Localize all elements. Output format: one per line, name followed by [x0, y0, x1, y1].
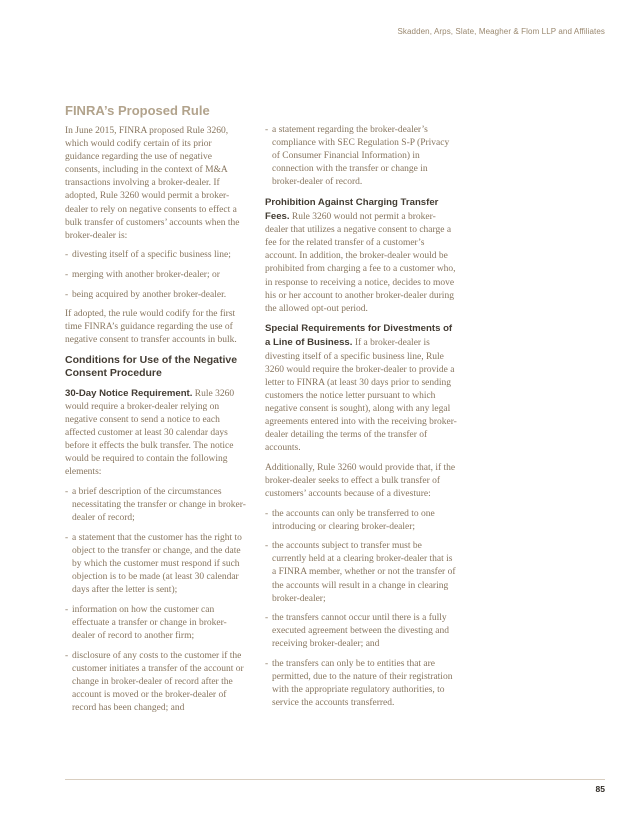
bullet-dash: - [265, 508, 269, 519]
list-item [65, 269, 248, 282]
list-item [265, 658, 457, 710]
list-item [265, 124, 457, 189]
bullet-dash: - [65, 532, 69, 543]
list-item-text: being acquired by another broker-dealer. [72, 289, 227, 300]
paragraph-prohibition-fees [265, 196, 457, 316]
right-column [265, 103, 457, 722]
run-in-heading-special-requirements: Special Requirements for Divestments of a Line of Business. [265, 323, 453, 349]
list-item [65, 486, 248, 525]
list-item [265, 612, 457, 651]
paragraph-additionally: Additionally, Rule 3260 would provide that, if the broker-dealer seeks to effect a bulk transfer of customers’ accounts because of a divesture: [265, 462, 456, 499]
list-item [65, 650, 248, 715]
list-item-text: the transfers can only be to entities that are permitted, due to the nature of their registration with the appropriate regulatory authorities, to service the accounts transferred. [272, 658, 453, 709]
list-item-text: information on how the customer can effectuate a transfer or change in broker-dealer of record to another firm; [72, 604, 227, 641]
list-item [265, 540, 457, 605]
list-item-text: the accounts can only be transferred to one introducing or clearing broker-dealer; [272, 508, 435, 532]
running-header-firm-name: Skadden, Arps, Slate, Meagher & Flom LLP and Affiliates [397, 27, 605, 36]
paragraph-special-requirements [265, 322, 457, 455]
list-item-text: disclosure of any costs to the customer if the customer initiates a transfer of the account or change in broker-dealer of record after the account is moved or the broker-dealer of record has been changed; and [72, 650, 244, 713]
list-item-text: merging with another broker-dealer; or [72, 269, 220, 280]
subheading-conditions: Conditions for Use of the Negative Consent Procedure [65, 353, 238, 379]
bullet-dash: - [65, 269, 69, 280]
bullet-dash: - [65, 650, 69, 661]
bullet-dash: - [65, 289, 69, 300]
list-item [65, 289, 248, 302]
list-item [65, 532, 248, 597]
left-column [65, 103, 248, 722]
list-item [65, 249, 248, 262]
bullet-dash: - [265, 125, 269, 135]
bullet-dash: - [65, 250, 69, 261]
footer-rule [65, 779, 605, 780]
paragraph-intro: In June 2015, FINRA proposed Rule 3260, which would codify certain of its prior guidance regarding the use of negative consents, including in the context of M&A transactions involving a broker-dealer. If adopted, Rule 3260 would permit a broker-dealer to rely on negative consents to effect a bulk transfer of customers’ accounts when the broker-dealer is: [65, 126, 240, 241]
section-heading-finras-proposed-rule: FINRA’s Proposed Rule [65, 103, 210, 118]
page-content [65, 103, 457, 722]
list-item-text: the accounts subject to transfer must be currently held at a clearing broker-dealer that is a FINRA member, whether or not the transfer of the accounts will result in a change in clearing broker-dealer; [272, 541, 456, 604]
paragraph-notice-requirement [65, 387, 248, 480]
run-in-heading-prohibition: Prohibition Against Charging Transfer Fees. [265, 196, 439, 223]
bullet-dash: - [65, 487, 69, 498]
list-item-text: a brief description of the circumstances necessitating the transfer or change in broker-dealer of record; [72, 487, 246, 524]
bullet-dash: - [265, 658, 269, 669]
paragraph-text: If a broker-dealer is divesting itself of a specific business line, Rule 3260 would require the broker-dealer to provide a letter to FINRA (at least 30 days prior to sending customers the notice letter pursuant to which negative consent is sought), along with any legal agreements entered into with the receiving broker-dealer detailing the terms of the transfer of accounts. [265, 338, 457, 454]
paragraph-text: Rule 3260 would require a broker-dealer relying on negative consent to send a notice to each affected customer at least 30 calendar days before it effects the bulk transfer. The notice would be required to contain the following elements: [65, 388, 235, 478]
list-item-text: the transfers cannot occur until there is a fully executed agreement between the divesting and receiving broker-dealer; and [272, 613, 449, 650]
list-item [65, 604, 248, 643]
bullet-dash: - [265, 613, 269, 624]
paragraph-text: Rule 3260 would not permit a broker-dealer that utilizes a negative consent to charge a fee for the related transfer of a customer’s account. In addition, the broker-dealer would be prohibited from charging a fee to a customer who, in response to receiving a notice, decides to move his or her account to another broker-dealer during the allowed opt-out period. [265, 212, 456, 314]
list-item-text: divesting itself of a specific business line; [72, 250, 231, 261]
list-item-text: a statement that the customer has the right to object to the transfer or change, and the date by which the customer must respond if such objection is to be made (at least 30 calendar days after the letter is sent); [72, 532, 242, 596]
paragraph-if-adopted: If adopted, the rule would codify for the first time FINRA’s guidance regarding the use of negative consent to transfer accounts in bulk. [65, 309, 237, 346]
bullet-dash: - [265, 541, 269, 552]
page-number: 85 [595, 784, 605, 794]
list-item [265, 508, 457, 534]
list-item-text: a statement regarding the broker-dealer’s compliance with SEC Regulation S-P (Privacy of Consumer Financial Information) in connection with the transfer or change in broker-dealer of record. [272, 125, 450, 188]
run-in-heading-30-day-notice: 30-Day Notice Requirement. [65, 387, 193, 399]
bullet-dash: - [65, 604, 69, 615]
